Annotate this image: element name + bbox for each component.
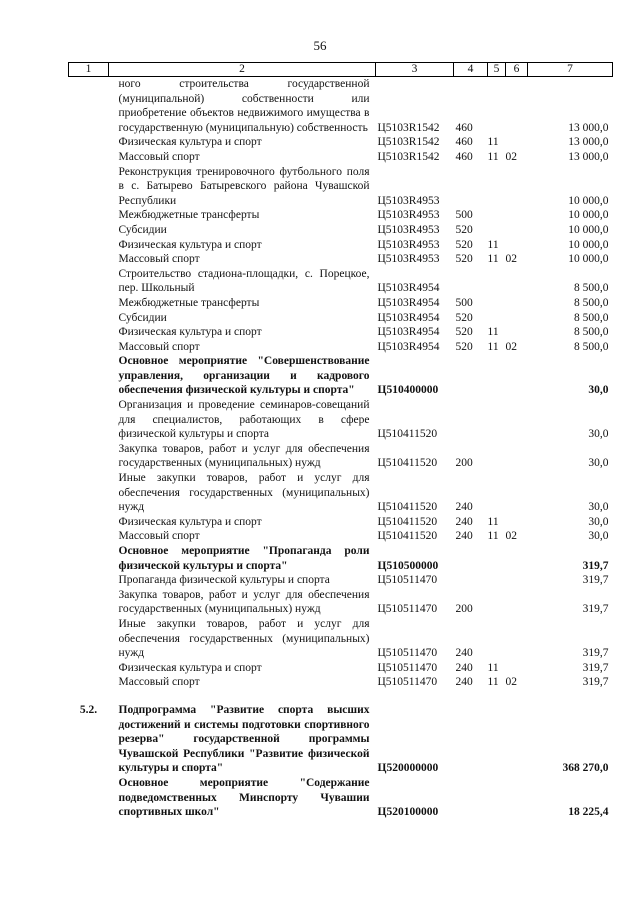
- row-number: [69, 267, 109, 296]
- row-subsection: [506, 442, 528, 471]
- row-section: 11: [487, 515, 499, 528]
- table-row: [69, 267, 613, 296]
- row-section: [488, 165, 506, 209]
- row-section: [488, 617, 506, 661]
- row-section: [488, 267, 506, 296]
- row-subsection: [506, 267, 528, 296]
- row-expense-type: [454, 267, 488, 296]
- column-header-2: 2: [109, 63, 376, 77]
- row-amount: 30,0: [588, 457, 609, 470]
- row-expense-type: 200: [455, 603, 473, 616]
- row-section: [488, 471, 506, 515]
- row-amount: 10 000,0: [568, 253, 609, 266]
- row-name: Иные закупки товаров, работ и услуг для обеспечения государственных (муниципальных) нужд: [118, 472, 370, 514]
- row-expense-type: [454, 354, 488, 398]
- row-section: [488, 208, 506, 223]
- table-row: [69, 296, 613, 311]
- row-subsection: [506, 135, 528, 150]
- row-subsection: 02: [505, 676, 517, 689]
- row-subsection: [506, 354, 528, 398]
- row-subsection: [506, 661, 528, 676]
- row-amount: 13 000,0: [568, 150, 609, 163]
- row-number: [69, 471, 109, 515]
- row-section: 11: [487, 340, 499, 353]
- row-name: Межбюджетные трансферты: [118, 209, 260, 222]
- row-expense-type: 240: [455, 515, 473, 528]
- row-number: [69, 776, 109, 820]
- row-expense-type: 240: [455, 661, 473, 674]
- row-amount: 8 500,0: [574, 296, 609, 309]
- budget-table: [68, 62, 613, 820]
- row-expense-type: 520: [455, 238, 473, 251]
- row-expense-type: 460: [455, 121, 473, 134]
- row-section: [488, 77, 506, 136]
- row-expense-type: [454, 776, 488, 820]
- row-target-code: Ц510400000: [377, 384, 439, 397]
- table-row: [69, 208, 613, 223]
- row-name: Физическая культура и спорт: [118, 238, 262, 251]
- row-target-code: Ц510411520: [377, 428, 438, 441]
- row-target-code: Ц510411520: [377, 501, 438, 514]
- column-header-6: 6: [506, 63, 528, 77]
- row-amount: 319,7: [582, 559, 609, 572]
- row-target-code: Ц510511470: [377, 574, 438, 587]
- row-amount: 8 500,0: [574, 311, 609, 324]
- row-target-code: Ц510511470: [377, 661, 438, 674]
- row-subsection: 02: [505, 253, 517, 266]
- row-target-code: Ц520100000: [377, 806, 439, 819]
- row-expense-type: [454, 703, 488, 776]
- row-section: 11: [487, 530, 499, 543]
- row-target-code: Ц510411520: [377, 530, 438, 543]
- table-row: [69, 325, 613, 340]
- row-section: [488, 544, 506, 573]
- row-section: [488, 776, 506, 820]
- row-target-code: Ц5103R1542: [377, 121, 440, 134]
- row-number: [69, 675, 109, 690]
- row-subsection: [506, 573, 528, 588]
- table-row: [69, 471, 613, 515]
- row-subsection: 02: [505, 150, 517, 163]
- table-row: [69, 354, 613, 398]
- row-subsection: [506, 515, 528, 530]
- row-name: Массовый спорт: [118, 150, 200, 163]
- row-amount: 30,0: [588, 501, 609, 514]
- row-target-code: Ц5103R4954: [377, 340, 440, 353]
- table-row: [69, 252, 613, 267]
- row-amount: 319,7: [582, 574, 609, 587]
- row-expense-type: 520: [455, 253, 473, 266]
- column-header-7: 7: [528, 63, 613, 77]
- row-section: 11: [487, 150, 499, 163]
- row-section: [488, 311, 506, 326]
- row-amount: 368 270,0: [562, 762, 609, 775]
- row-expense-type: 460: [455, 136, 473, 149]
- table-row: [69, 165, 613, 209]
- row-amount: 10 000,0: [568, 194, 609, 207]
- row-subsection: [506, 617, 528, 661]
- column-header-1: 1: [69, 63, 109, 77]
- row-name: ного строительства государственной (муниципальной) собственности или приобретение объектов недвижимого имущества в государственную (муниципальную) собственность: [118, 78, 370, 134]
- row-number: [69, 442, 109, 471]
- row-subsection: [506, 703, 528, 776]
- table-row: [69, 617, 613, 661]
- row-expense-type: 460: [455, 150, 473, 163]
- row-name: Межбюджетные трансферты: [118, 296, 260, 309]
- row-section: [488, 588, 506, 617]
- row-name: Субсидии: [118, 311, 167, 324]
- row-expense-type: 520: [455, 311, 473, 324]
- row-expense-type: 240: [455, 647, 473, 660]
- row-section: 11: [487, 136, 499, 149]
- row-section: 11: [487, 253, 499, 266]
- row-name: Основное мероприятие "Пропаганда роли физической культуры и спорта": [118, 545, 370, 572]
- row-target-code: Ц5103R4954: [377, 296, 440, 309]
- row-subsection: [506, 588, 528, 617]
- row-section: 11: [487, 661, 499, 674]
- row-subsection: [506, 325, 528, 340]
- table-row: [69, 515, 613, 530]
- row-section: [488, 223, 506, 238]
- row-amount: 319,7: [582, 603, 609, 616]
- row-subsection: [506, 471, 528, 515]
- row-number: [69, 354, 109, 398]
- row-section: [488, 296, 506, 311]
- row-amount: 13 000,0: [568, 121, 609, 134]
- table-spacer-row: [69, 690, 613, 703]
- row-subsection: [506, 296, 528, 311]
- row-amount: 13 000,0: [568, 136, 609, 149]
- row-expense-type: 240: [455, 530, 473, 543]
- row-expense-type: 520: [455, 223, 473, 236]
- row-amount: 10 000,0: [568, 209, 609, 222]
- spacer-cell: [69, 690, 613, 703]
- row-subsection: [506, 238, 528, 253]
- row-target-code: Ц5103R4953: [377, 238, 440, 251]
- row-name: Подпрограмма "Развитие спорта высших достижений и системы подготовки спортивного резерва" государственной программы Чувашской Республики "Развитие физической культуры и спорта": [118, 703, 370, 775]
- row-target-code: Ц5103R1542: [377, 150, 440, 163]
- row-number: [69, 135, 109, 150]
- row-target-code: Ц5103R4953: [377, 223, 440, 236]
- row-number: [69, 150, 109, 165]
- row-number: [69, 515, 109, 530]
- row-section: 11: [487, 676, 499, 689]
- row-section: [488, 354, 506, 398]
- table-row: [69, 340, 613, 355]
- row-number: [69, 544, 109, 573]
- row-name: Основное мероприятие "Содержание подведомственных Минспорту Чувашии спортивных школ": [118, 776, 370, 819]
- row-name: Массовый спорт: [118, 340, 200, 353]
- row-subsection: [506, 165, 528, 209]
- row-number: [69, 340, 109, 355]
- row-subsection: [506, 311, 528, 326]
- row-subsection: [506, 208, 528, 223]
- row-amount: 30,0: [588, 428, 609, 441]
- row-amount: 319,7: [582, 676, 609, 689]
- column-header-4: 4: [454, 63, 488, 77]
- row-subsection: [506, 398, 528, 442]
- row-expense-type: 500: [455, 296, 473, 309]
- row-number: [69, 223, 109, 238]
- row-amount: 10 000,0: [568, 238, 609, 251]
- row-target-code: Ц5103R4953: [377, 209, 440, 222]
- row-name: Реконструкция тренировочного футбольного поля в с. Батырево Батыревского района Чувашской Республики: [118, 165, 370, 207]
- row-number: [69, 311, 109, 326]
- row-expense-type: 520: [455, 326, 473, 339]
- row-target-code: Ц520000000: [377, 762, 439, 775]
- row-target-code: Ц5103R4953: [377, 194, 440, 207]
- row-name: Массовый спорт: [118, 530, 200, 543]
- table-row: [69, 776, 613, 820]
- row-target-code: Ц510511470: [377, 676, 438, 689]
- row-expense-type: [454, 165, 488, 209]
- row-name: Массовый спорт: [118, 253, 200, 266]
- row-name: Физическая культура и спорт: [118, 661, 262, 674]
- row-number: [69, 77, 109, 136]
- table-row: [69, 529, 613, 544]
- row-section: [488, 442, 506, 471]
- row-name: Строительство стадиона-площадки, с. Порецкое, пер. Школьный: [118, 267, 370, 295]
- row-name: Субсидии: [118, 223, 167, 236]
- row-number: [69, 617, 109, 661]
- row-number: [69, 398, 109, 442]
- row-subsection: [506, 77, 528, 136]
- table-row: [69, 573, 613, 588]
- row-amount: 18 225,4: [568, 806, 609, 819]
- row-expense-type: 200: [455, 457, 473, 470]
- row-section: [488, 573, 506, 588]
- row-name: Физическая культура и спорт: [118, 326, 262, 339]
- row-number: [69, 296, 109, 311]
- table-row: [69, 442, 613, 471]
- row-target-code: Ц510511470: [377, 603, 438, 616]
- row-target-code: Ц5103R1542: [377, 136, 440, 149]
- row-amount: 8 500,0: [574, 340, 609, 353]
- row-subsection: 02: [505, 530, 517, 543]
- table-row: [69, 311, 613, 326]
- row-amount: 30,0: [588, 515, 609, 528]
- table-row: [69, 544, 613, 573]
- table-body: [69, 77, 613, 820]
- row-target-code: Ц510411520: [377, 515, 438, 528]
- row-name: Пропаганда физической культуры и спорта: [118, 574, 330, 587]
- row-expense-type: 240: [455, 501, 473, 514]
- row-number: [69, 165, 109, 209]
- row-section: 11: [487, 326, 499, 339]
- row-amount: 8 500,0: [574, 326, 609, 339]
- row-target-code: Ц510500000: [377, 559, 439, 572]
- row-name: Закупка товаров, работ и услуг для обеспечения государственных (муниципальных) нужд: [118, 442, 370, 470]
- row-amount: 319,7: [582, 661, 609, 674]
- row-target-code: Ц5103R4954: [377, 282, 440, 295]
- table-row: [69, 77, 613, 136]
- row-expense-type: 240: [455, 676, 473, 689]
- row-number: [69, 573, 109, 588]
- column-header-5: 5: [488, 63, 506, 77]
- table-row: [69, 661, 613, 676]
- row-subsection: [506, 544, 528, 573]
- row-section: [488, 703, 506, 776]
- row-section: 11: [487, 238, 499, 251]
- row-name: Организация и проведение семинаров-совещаний для специалистов, работающих в сфере физической культуры и спорта: [118, 399, 370, 441]
- row-name: Массовый спорт: [118, 676, 200, 689]
- row-number: [69, 238, 109, 253]
- row-expense-type: 520: [455, 340, 473, 353]
- row-expense-type: 500: [455, 209, 473, 222]
- table-row: [69, 588, 613, 617]
- row-number: [69, 252, 109, 267]
- row-name: Закупка товаров, работ и услуг для обеспечения государственных (муниципальных) нужд: [118, 588, 370, 616]
- table-row: [69, 223, 613, 238]
- row-number: 5.2.: [79, 703, 98, 716]
- table-row: [69, 135, 613, 150]
- table-row: [69, 398, 613, 442]
- row-target-code: Ц5103R4954: [377, 326, 440, 339]
- row-target-code: Ц510511470: [377, 647, 438, 660]
- table-row: [69, 238, 613, 253]
- row-section: [488, 398, 506, 442]
- row-target-code: Ц5103R4954: [377, 311, 440, 324]
- row-name: Физическая культура и спорт: [118, 515, 262, 528]
- row-amount: 30,0: [588, 384, 609, 397]
- column-header-3: 3: [376, 63, 454, 77]
- table-row: [69, 150, 613, 165]
- table-row: [69, 675, 613, 690]
- row-number: [69, 588, 109, 617]
- table-row: [69, 703, 613, 776]
- row-name: Физическая культура и спорт: [118, 136, 262, 149]
- row-amount: 30,0: [588, 530, 609, 543]
- row-amount: 10 000,0: [568, 223, 609, 236]
- row-subsection: 02: [505, 340, 517, 353]
- row-amount: 8 500,0: [574, 282, 609, 295]
- table-header-row: [69, 63, 613, 77]
- row-target-code: Ц5103R4953: [377, 253, 440, 266]
- row-number: [69, 325, 109, 340]
- row-name: Иные закупки товаров, работ и услуг для обеспечения государственных (муниципальных) нужд: [118, 617, 370, 660]
- row-expense-type: [454, 398, 488, 442]
- row-expense-type: [454, 544, 488, 573]
- page-number: 56: [313, 38, 327, 53]
- row-number: [69, 529, 109, 544]
- row-amount: 319,7: [582, 647, 609, 660]
- row-subsection: [506, 223, 528, 238]
- row-target-code: Ц510411520: [377, 457, 438, 470]
- row-expense-type: [454, 573, 488, 588]
- row-number: [69, 208, 109, 223]
- row-subsection: [506, 776, 528, 820]
- row-number: [69, 661, 109, 676]
- row-name: Основное мероприятие "Совершенствование управления, организации и кадрового обеспечения физической культуры и спорта": [118, 355, 370, 397]
